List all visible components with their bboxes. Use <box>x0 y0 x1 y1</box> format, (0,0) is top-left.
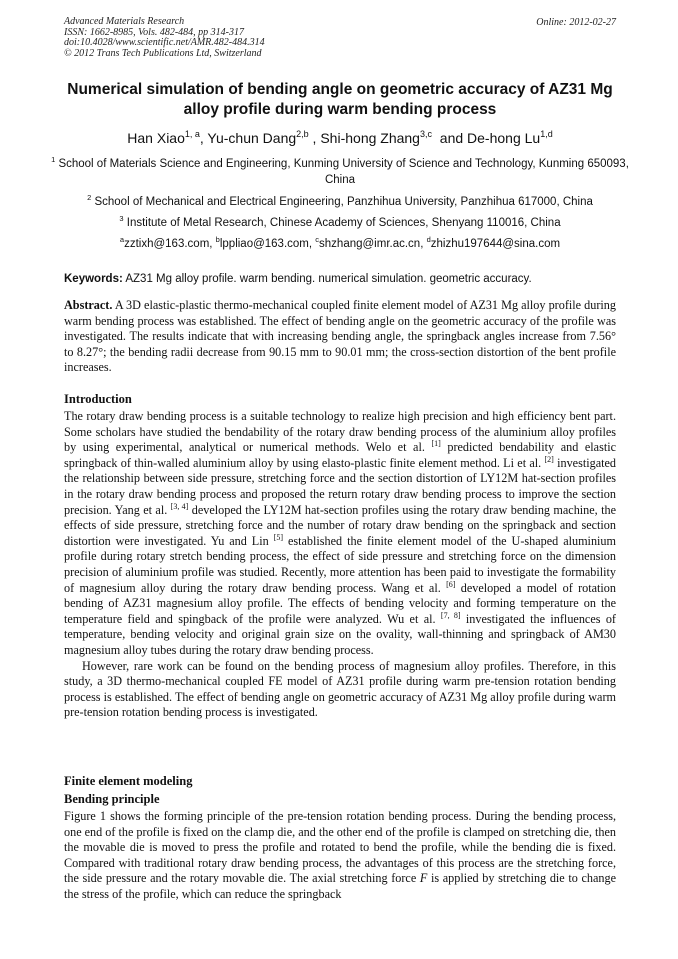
author-name: Shi-hong Zhang <box>320 130 420 146</box>
citation-ref[interactable]: [1] <box>431 439 441 449</box>
author-name: Han Xiao <box>127 130 185 146</box>
email-sup: b <box>215 235 220 244</box>
author-list: Han Xiao$^{1, a}$, Yu-chun Dang$^{2,b}$ , Shi-hong Zhang$^{3,c}$ and De-hong Lu$^{1,d}$ <box>127 129 553 146</box>
paper-title: Numerical simulation of bending angle on geometric accuracy of AZ31 Mg alloy profile during warm bending process <box>67 81 613 118</box>
section-heading-introduction: Introduction <box>64 392 132 406</box>
author-sup: 1, a <box>184 129 200 139</box>
copyright-line: © 2012 Trans Tech Publications Ltd, Switzerland <box>64 47 262 59</box>
intro-paragraph-1 <box>64 409 616 659</box>
section-heading-fem: Finite element modeling <box>64 774 193 788</box>
intro-text: investigated the relationship between side pressure, stretching force and the section distortion of LY12M hat-section profiles in the rotary draw bending process and proposed the return rotary draw bending process to improve the section precision. Yang et al. <box>64 455 616 517</box>
intro-text: The rotary draw bending process is a suitable technology to realize high precision and high efficiency bent part. Some scholars have studied the bendability of the rotary draw bending process of the aluminium alloy profiles by using experimental, analytical or numerical methods. Welo et al. <box>64 409 616 455</box>
email-link[interactable]: zztixh@163.com, <box>124 238 213 250</box>
email-sup: a <box>119 235 125 244</box>
author-name: Yu-chun Dang <box>207 130 297 146</box>
subsection-heading-bending-principle: Bending principle <box>64 792 160 806</box>
email-link[interactable]: shzhang@imr.ac.cn, <box>319 238 424 250</box>
affiliation-num: 2 <box>87 193 92 202</box>
author-sup: 2,b <box>296 129 309 139</box>
affiliation-text: School of Mechanical and Electrical Engineering, Panzhihua University, Panzhihua 617000, China <box>94 196 593 208</box>
citation-ref[interactable]: [2] <box>544 454 554 464</box>
keywords-line <box>64 271 616 287</box>
email-link[interactable]: lppliao@163.com, <box>219 238 313 250</box>
email-sup: c <box>315 235 320 244</box>
bending-text: Figure 1 shows the forming principle of the pre-tension rotation bending process. During the bending process, one end of the profile is fixed on the clamp die, and the other end of the profile is clamped on stretching die, then the movable die is moved to press the profile and rotated to bend the profile, while the bending die is fixed. Compared with traditional rotary draw bending process, the advantages of this process are the stretching force, the side pressure and the rotary movable die. The axial stretching force <box>64 809 616 886</box>
bending-text: is applied by stretching die to change the stress of the profile, which can reduce the springback <box>64 871 616 901</box>
journal-name: Advanced Materials Research <box>64 16 185 27</box>
abstract <box>64 298 616 376</box>
citation-ref[interactable]: [5] <box>273 532 284 542</box>
affiliation-1 <box>40 156 640 188</box>
author-emails <box>40 236 640 252</box>
journal-header <box>64 17 616 59</box>
affiliation-num: 1 <box>51 155 56 164</box>
bending-paragraph <box>64 809 616 903</box>
keywords-text: AZ31 Mg alloy profile. warm bending. numerical simulation. geometric accuracy. <box>125 273 532 285</box>
intro-text: predicted bendability and elastic springback of thin-walled aluminium alloy by using elasto-plastic finite element method. Li et al. <box>64 440 617 470</box>
abstract-text: A 3D elastic-plastic thermo-mechanical coupled finite element model of AZ31 Mg alloy profile during warm bending process was established. The effect of bending angle on the geometric accuracy of the profile was investigated. The results indicate that with increasing bending angle, the springback angles increase from 7.56° to 8.27°; the bending radii decrease from 90.15 mm to 90.01 mm; the cross-section distortion of the bent profile increases. <box>64 298 616 375</box>
citation-ref[interactable]: [3, 4] <box>170 501 189 511</box>
author-sup: 1,d <box>540 129 553 139</box>
affiliation-3 <box>40 215 640 231</box>
intro-text: established the finite element model of the U-shaped aluminium profile during rotary stretch bending process, the effect of side pressure and stretching force on the dimension precision of aluminium profile was studied. Recently, more attention has been paid to investigate the formability of magnesium alloy during the rotary draw bending process. Wang et al. <box>64 533 616 595</box>
intro-text: investigated the influences of temperature, bending velocity and original grain size on the ovality, wall-thinning and springback of AM30 magnesium alloy tubes during the rotary draw bending process. <box>64 611 616 657</box>
author-name: De-hong Lu <box>467 130 541 146</box>
abstract-label: Abstract. <box>64 298 113 312</box>
bending-principle-body <box>64 809 616 903</box>
author-sup: 3,c <box>419 129 432 139</box>
affiliation-text: Institute of Metal Research, Chinese Academy of Sciences, Shenyang 110016, China <box>126 217 561 229</box>
issn-line: ISSN: 1662-8985, Vols. 482-484, pp 314-317 <box>64 26 244 38</box>
email-sup: d <box>426 235 431 244</box>
citation-ref[interactable]: [7, 8] <box>440 610 461 620</box>
affiliation-text: School of Materials Science and Engineering, Kunming University of Science and Technology, Kunming 650093, China <box>58 158 629 186</box>
email-link[interactable]: zhizhu197644@sina.com <box>430 238 561 250</box>
intro-text: developed a model of rotation bending of AZ31 magnesium alloy profile. The effects of bending velocity and forming temperature on the temperature field and spingback of the profile were analyzed. Wu et al. <box>64 580 616 626</box>
online-date: Online: 2012-02-27 <box>536 17 616 28</box>
introduction-body <box>64 409 616 721</box>
intro-paragraph-2: However, rare work can be found on the bending process of magnesium alloy profiles. Therefore, in this study, a 3D thermo-mechanical coupled FE model of AZ31 profile during warm pre-tension rotation bending process is established. The effect of bending angle on geometric accuracy of AZ31 Mg alloy profile during warm pre-tension rotation bending process is investigated. <box>64 658 616 720</box>
affiliation-num: 3 <box>119 214 124 223</box>
keywords-label: Keywords: <box>64 273 123 285</box>
citation-ref[interactable]: [6] <box>446 579 456 589</box>
intro-text: developed the LY12M hat-section profiles using the rotary draw bending machine, the effects of side pressure, stretching force and the number of rotary draw bending on the springback and section distortion were investigated. Yu and Lin <box>64 502 617 548</box>
doi-line: doi:10.4028/www.scientific.net/AMR.482-484.314 <box>64 37 265 48</box>
force-variable: F <box>419 871 428 886</box>
affiliation-2 <box>40 194 640 210</box>
